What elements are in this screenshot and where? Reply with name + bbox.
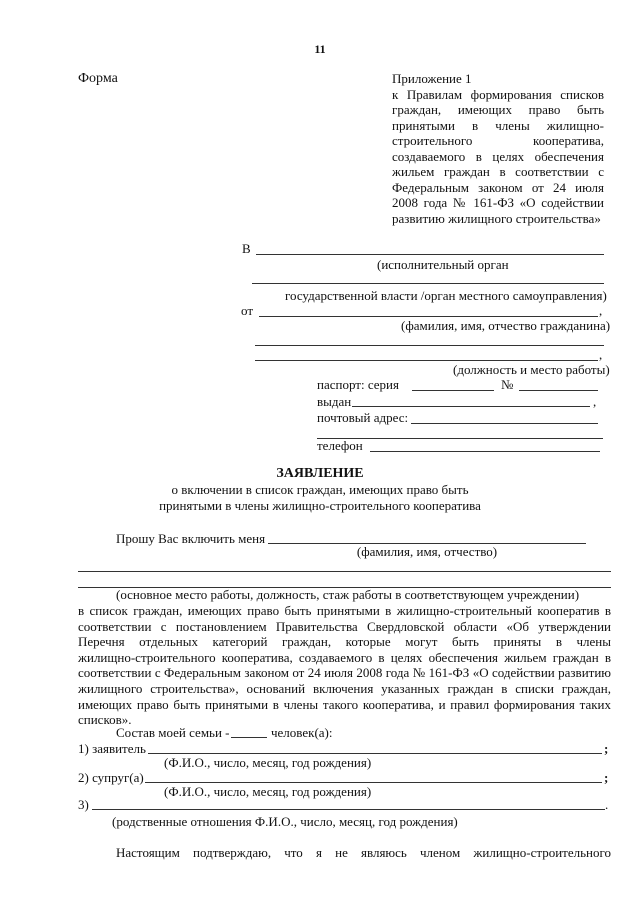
applicant-semicolon: ; [604,741,609,756]
postal-address-field[interactable] [411,423,598,424]
to-line[interactable] [256,254,604,255]
family-composition-prefix: Состав моей семьи - [116,725,230,740]
from-comma: , [599,303,603,318]
work-caption: (основное место работы, должность, стаж работы в соответствующем учреждении) [116,587,580,602]
to-prefix: В [242,241,251,256]
form-label: Форма [78,71,118,86]
phone-field[interactable] [370,451,600,452]
document-title: ЗАЯВЛЕНИЕ [276,466,364,481]
document-subtitle-1: о включении в список граждан, имеющих право быть [171,482,469,497]
executive-body-caption: (исполнительный орган [377,257,509,272]
relatives-caption: (родственные отношения Ф.И.О., число, месяц, год рождения) [112,814,458,829]
phone-label: телефон [317,438,363,453]
body-line: Перечня отдельных категорий граждан, которые могут быть приняты в члены [78,634,611,650]
body-line: имеющих право быть принятыми в члены такого кооператива, и правил формирования таких [78,696,611,712]
issued-comma: , [593,394,597,409]
position-line-1[interactable] [255,345,604,346]
authority-line[interactable] [252,283,604,284]
family-count-field[interactable] [231,737,267,738]
request-intro: Прошу Вас включить меня [116,531,266,546]
position-comma: , [599,347,603,362]
state-authority-caption: государственной власти /орган местного самоуправления) [285,288,607,303]
fio-citizen-caption: (фамилия, имя, отчество гражданина) [401,318,611,333]
annex-line: жильем граждан в соответствии с [392,164,604,179]
spouse-caption: (Ф.И.О., число, месяц, год рождения) [164,784,372,799]
annex-line: создаваемого в целях обеспечения [392,148,604,164]
applicant-field[interactable] [148,753,602,754]
body-line: жилищно-строительного кооператива, создаваемого в целях обеспечения жильем граждан в [78,649,611,665]
annex-line: Приложение 1 [392,71,472,86]
body-line: соответствии с постановлением Правительства Свердловской области «Об утверждении [78,618,611,634]
from-line[interactable] [259,316,598,317]
passport-series-label: паспорт: серия [317,377,399,392]
spouse-label: 2) супруг(а) [78,770,144,785]
request-body [78,603,611,728]
position-work-caption: (должность и место работы) [453,362,610,377]
passport-no-label: № [501,377,514,392]
annex-line: строительного кооператива, [392,133,604,148]
postal-address-label: почтовый адрес: [317,410,409,425]
passport-series-field[interactable] [412,390,494,391]
annex-line: к Правилам формирования списков [392,86,604,102]
work-line-1[interactable] [78,571,611,572]
third-label: 3) [78,797,89,812]
body-line: в список граждан, имеющих право быть принятыми в жилищно-строительный кооператив в [78,603,611,618]
document-subtitle-2: принятыми в члены жилищно-строительного кооператива [159,498,481,513]
confirm-line: Настоящим подтверждаю, что я не являюсь членом жилищно-строительного [116,845,611,860]
third-dot: . [605,797,609,812]
page-number: 11 [314,42,326,56]
spouse-semicolon: ; [604,770,609,785]
request-fio-caption: (фамилия, имя, отчество) [356,544,498,559]
issued-field[interactable] [352,406,590,407]
spouse-field[interactable] [145,782,602,783]
passport-no-field[interactable] [519,390,598,391]
annex-line: развитию жилищного строительства» [392,210,601,226]
applicant-label: 1) заявитель [78,741,146,756]
from-prefix: от [241,303,254,318]
annex-line: 2008 года № 161-ФЗ «О содействии [392,195,604,210]
annex-line: принятыми в члены жилищно- [392,117,604,133]
position-line-2[interactable] [255,360,598,361]
issued-label: выдан [317,394,352,409]
body-line: жилищного строительства», оснований включения указанных граждан в списки граждан, [78,680,611,696]
annex-block [392,71,604,226]
applicant-caption: (Ф.И.О., число, месяц, год рождения) [164,755,372,770]
third-field[interactable] [92,809,605,810]
body-line-last: списков». [78,712,132,728]
annex-line: Федеральным законом от 24 июля [392,179,604,195]
body-line: соответствии с Федеральным законом от 24 июля 2008 года № 161-ФЗ «О содействии развитию [78,665,611,681]
family-composition-suffix: человек(а): [271,725,333,740]
annex-line: граждан, имеющих право быть [392,102,604,117]
